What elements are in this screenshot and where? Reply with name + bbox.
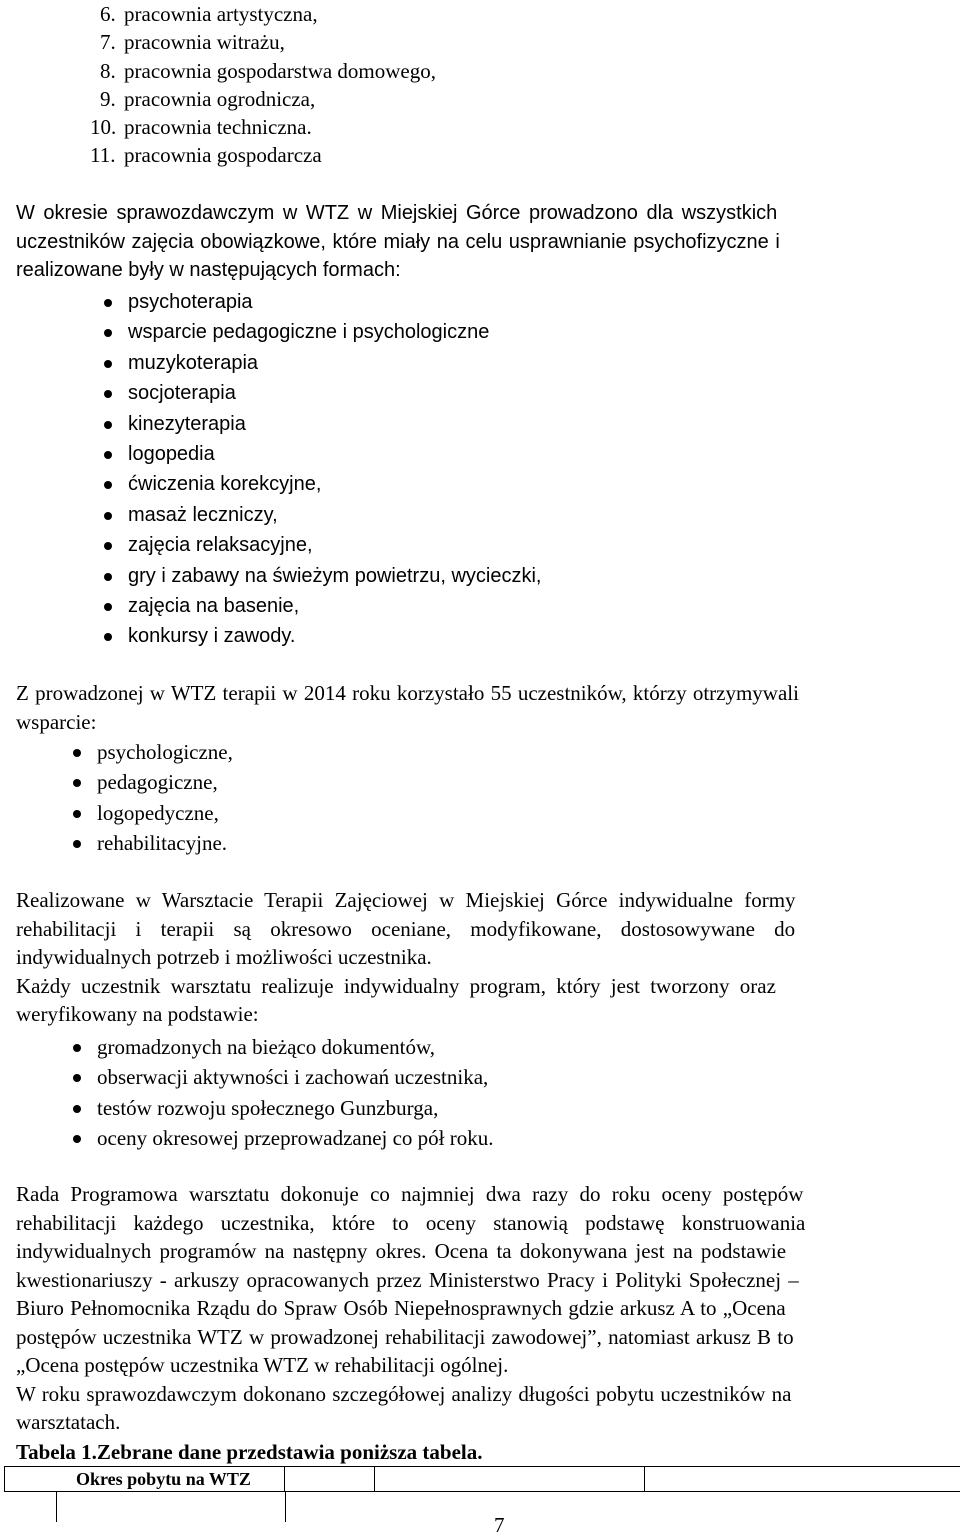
table-column-border [56,1492,286,1522]
paragraph-activities: W okresie sprawozdawczym w WTZ w Miejskiej Górce prowadzono dla wszystkich uczestników zajęcia obowiązkowe, które miały na celu usprawnianie psychofizyczne i realizowane były w następujących formach: [16,202,780,281]
program-basis-list [97,1032,494,1154]
paragraph-rehabilitation: Realizowane w Warsztacie Terapii Zajęciowej w Miejskiej Górce indywidualne formy rehabilitacji i terapii są okresowo oceniane, modyfikowane, dostosowywane do indywidualnych potrzeb i możliwości uczestnika. Każdy uczestnik warsztatu realizuje indywidualny program, który jest tworzony oraz weryfikowany na podstawie: [16,888,796,1026]
list-item: psychoterapia [128,287,541,317]
list-item: oceny okresowej przeprowadzanej co pół roku. [97,1123,494,1153]
list-item: pedagogiczne, [97,767,233,797]
list-item: zajęcia relaksacyjne, [128,530,541,560]
list-item: obserwacji aktywności i zachowań uczestnika, [97,1062,494,1092]
list-item: wsparcie pedagogiczne i psychologiczne [128,317,541,347]
table-title: Tabela 1.Zebrane dane przedstawia poniższa tabela. [16,1440,483,1464]
list-item: gry i zabawy na świeżym powietrzu, wycieczki, [128,561,541,591]
list-item: logopedyczne, [97,798,233,828]
list-item: socjoterapia [128,378,541,408]
list-item: logopedia [128,439,541,469]
list-item: muzykoterapia [128,348,541,378]
list-item: psychologiczne, [97,737,233,767]
therapy-forms-list [128,287,541,652]
list-item: 6. pracownia artystyczna, [100,2,318,26]
list-item: 8. pracownia gospodarstwa domowego, [100,58,437,83]
list-item: konkursy i zawody. [128,621,541,651]
paragraph-participants: Z prowadzonej w WTZ terapii w 2014 roku korzystało 55 uczestników, którzy otrzymywali wsparcie: [16,681,799,734]
table-cell [645,1467,960,1491]
list-item: zajęcia na basenie, [128,591,541,621]
list-item: gromadzonych na bieżąco dokumentów, [97,1032,494,1062]
workshop-list [90,0,437,170]
table-cell [375,1467,645,1491]
list-item: 11. pracownia gospodarcza [90,143,322,168]
list-item: ćwiczenia korekcyjne, [128,469,541,499]
paragraph-program-council: Rada Programowa warsztatu dokonuje co najmniej dwa razy do roku oceny postępów rehabilitacji każdego uczestnika, które to oceny stanowią podstawę konstruowania indywidualnych programów na następny okres. Ocena ta dokonywana jest na podstawie kwestionariuszy - arkuszy opracowanych przez Ministerstwo Pracy i Polityki Społecznej – Biuro Pełnomocnika Rządu do Spraw Osób Niepełnosprawnych gdzie arkusz A to „Ocena postępów uczestnika WTZ w prowadzonej rehabilitacji zawodowej”, natomiast arkusz B to „Ocena postępów uczestnika WTZ w rehabilitacji ogólnej. W roku sprawozdawczym dokonano szczegółowej analizy długości pobytu uczestników na warsztatach. [16,1182,806,1434]
table-cell [285,1467,375,1491]
page-number: 7 [494,1513,505,1537]
list-item: 9. pracownia ogrodnicza, [100,86,316,111]
list-item: 10. pracownia techniczna. [90,115,312,140]
list-item: kinezyterapia [128,409,541,439]
table-header: Okres pobytu na WTZ [76,1469,251,1489]
list-item: masaż leczniczy, [128,500,541,530]
list-item: testów rozwoju społecznego Gunzburga, [97,1093,494,1123]
support-list [97,737,233,859]
list-item: 7. pracownia witrażu, [100,30,285,55]
list-item: rehabilitacyjne. [97,828,233,858]
